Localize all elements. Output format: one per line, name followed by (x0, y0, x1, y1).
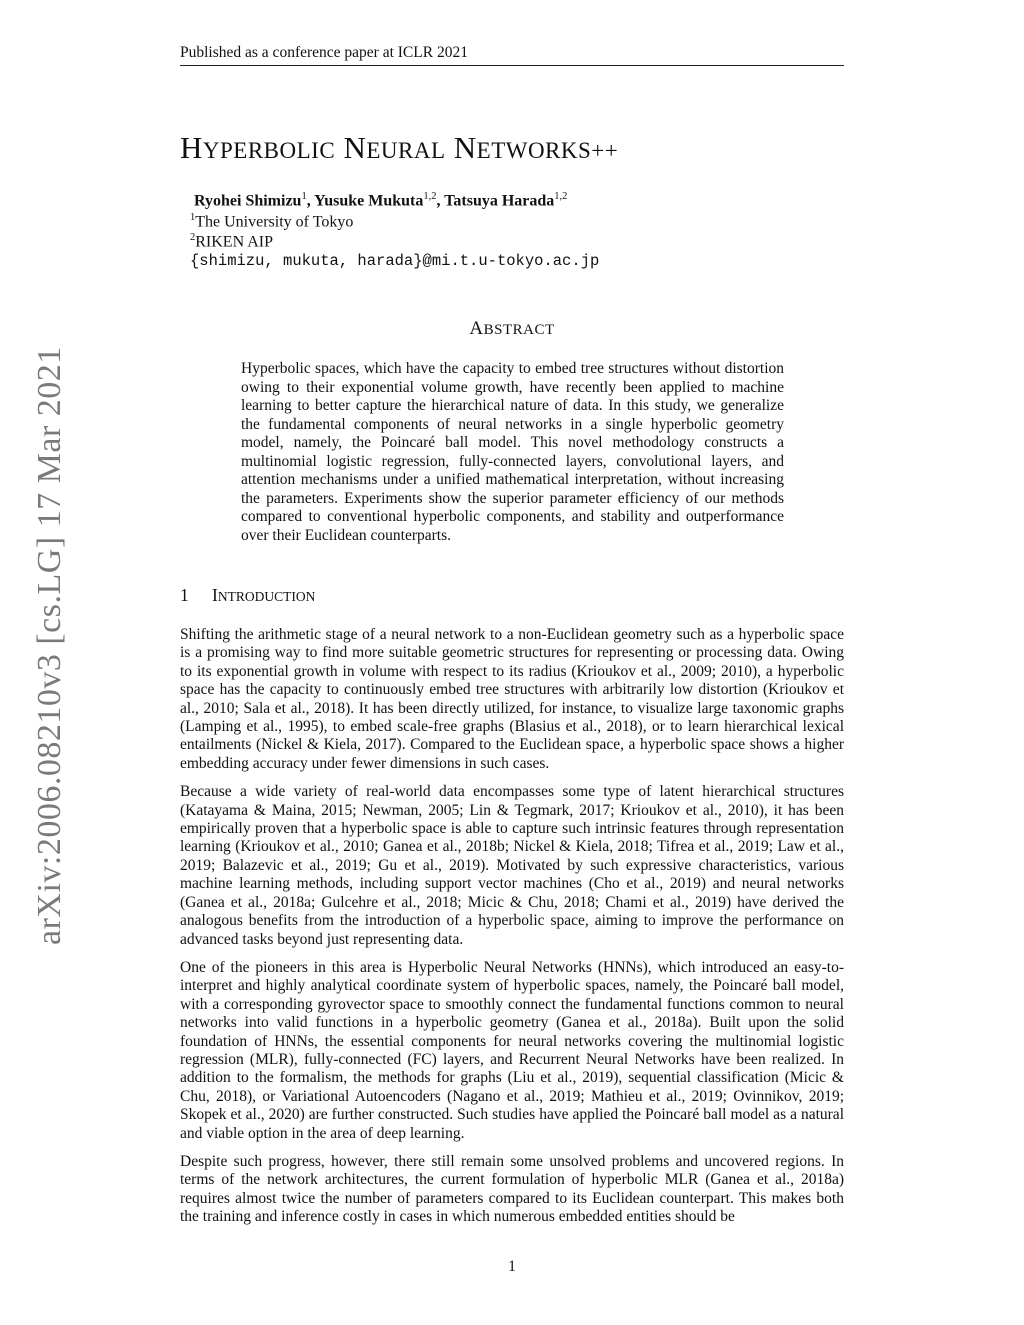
abstract-heading-initial: A (469, 318, 484, 339)
author-list: Ryohei Shimizu$^1$, Yusuke Mukuta$^{1,2}$, Tatsuya Harada$^{1,2}$ (194, 191, 568, 210)
author-name: Tatsuya Harada (444, 192, 555, 210)
title-word2-rest: EURAL (366, 138, 446, 163)
affiliation-name: The University of Tokyo (195, 213, 354, 231)
affiliation-1 (190, 212, 353, 231)
paragraph: Because a wide variety of real-world data encompasses some type of latent hierarchical structures (Katayama & Maina, 2015; Newman, 2005; Lin & Tegmark, 2017; Krioukov et al., 2010), it has been empirically proven that a hyperbolic space is able to capture such intrinsic features through representation learning (Krioukov et al., 2010; Ganea et al., 2018b; Nickel & Kiela, 2018; Tifrea et al., 2019; Law et al., 2019; Balazevic et al., 2019; Gu et al., 2019). Motivated by such expressive characteristics, various machine learning methods, including support vector machines (Cho et al., 2019) and neural networks (Ganea et al., 2018a; Gulcehre et al., 2018; Micic & Chu, 2018; Chami et al., 2019) have derived the analogous benefits from the introduction of a hyperbolic space, aiming to improve the performance on advanced tasks beyond just representing data. (180, 783, 844, 948)
title-word1-rest: YPERBOLIC (202, 138, 336, 163)
running-header: Published as a conference paper at ICLR 2021 (180, 44, 844, 66)
abstract-heading (0, 318, 1024, 340)
title-word2-initial: N (343, 130, 367, 165)
author-affiliation-mark: 1 (301, 191, 307, 202)
affiliation-2 (190, 232, 273, 251)
affiliation-name: RIKEN AIP (195, 233, 274, 251)
paper-title (180, 130, 618, 166)
introduction-body (180, 626, 844, 1237)
affiliation-mark: 2 (190, 232, 196, 243)
section-title-rest: NTRODUCTION (217, 589, 316, 604)
title-word3-rest: ETWORKS++ (476, 138, 619, 163)
section-heading-introduction (180, 585, 315, 606)
paragraph: Shifting the arithmetic stage of a neural network to a non-Euclidean geometry such as a hyperbolic space is a promising way to find more suitable geometric structures for representing or processing data. Owing to its exponential growth in volume with respect to its radius (Krioukov et al., 2009; 2010), a hyperbolic space has the capacity to continuously embed tree structures with arbitrarily low distortion (Krioukov et al., 2010; Sala et al., 2018). It has been directly utilized, for instance, to visualize large taxonomic graphs (Lamping et al., 1995), to embed scale-free graphs (Blasius et al., 2018), or to learn hierarchical lexical entailments (Nickel & Kiela, 2017). Compared to the Euclidean space, a hyperbolic space shows a higher embedding accuracy under fewer dimensions in such cases. (180, 626, 844, 772)
author-name: Ryohei Shimizu (194, 192, 302, 210)
author-affiliation-mark: 1,2 (423, 191, 437, 202)
abstract-text: Hyperbolic spaces, which have the capacity to embed tree structures without distortion owing to their exponential volume growth, have recently been applied to machine learning to better capture the hierarchical nature of data. In this study, we generalize the fundamental components of neural networks in a single hyperbolic geometry model, namely, the Poincaré ball model. This novel methodology constructs a multinomial logistic regression, fully-connected layers, convolutional layers, and attention mechanisms under a unified mathematical interpretation, without increasing the parameters. Experiments show the superior parameter efficiency of our methods compared to conventional hyperbolic components, and stability and outperformance over their Euclidean counterparts. (241, 360, 784, 544)
affiliation-mark: 1 (190, 212, 196, 223)
section-number: 1 (180, 585, 189, 605)
author-affiliation-mark: 1,2 (554, 191, 568, 202)
author-name: Yusuke Mukuta (314, 192, 424, 210)
section-title-initial: I (212, 585, 218, 605)
title-word1-initial: H (180, 130, 203, 165)
abstract-heading-rest: BSTRACT (483, 322, 555, 338)
paragraph: One of the pioneers in this area is Hyperbolic Neural Networks (HNNs), which introduced an easy-to-interpret and highly analytical coordinate system of hyperbolic spaces, namely, the Poincaré ball model, with a corresponding gyrovector space to smoothly connect the fundamental functions common to neural networks into valid functions in a hyperbolic geometry (Ganea et al., 2018a). Built upon the solid foundation of HNNs, the essential components for neural networks covering the multinomial logistic regression (MLR), fully-connected (FC) layers, and Recurrent Neural Networks have been realized. In addition to the formalism, the methods for graphs (Liu et al., 2019), sequential classification (Micic & Chu, 2018), or Variational Autoencoders (Nagano et al., 2019; Mathieu et al., 2019; Ovinnikov, 2019; Skopek et al., 2020) are further constructed. Such studies have applied the Poincaré ball model as a natural and viable option in the area of deep learning. (180, 958, 844, 1142)
title-word3-initial: N (453, 130, 477, 165)
paragraph: Despite such progress, however, there still remain some unsolved problems and uncovered regions. In terms of the network architectures, the current formulation of hyperbolic MLR (Ganea et al., 2018a) requires almost twice the number of parameters compared to its Euclidean counterpart. This makes both the training and inference costly in cases in which numerous embedded entities should be (180, 1152, 844, 1226)
author-email[interactable]: {shimizu, mukuta, harada}@mi.t.u-tokyo.ac.jp (190, 252, 600, 270)
arxiv-stamp[interactable]: arXiv:2006.08210v3 [cs.LG] 17 Mar 2021 (31, 346, 68, 945)
page-number: 1 (508, 1258, 516, 1275)
